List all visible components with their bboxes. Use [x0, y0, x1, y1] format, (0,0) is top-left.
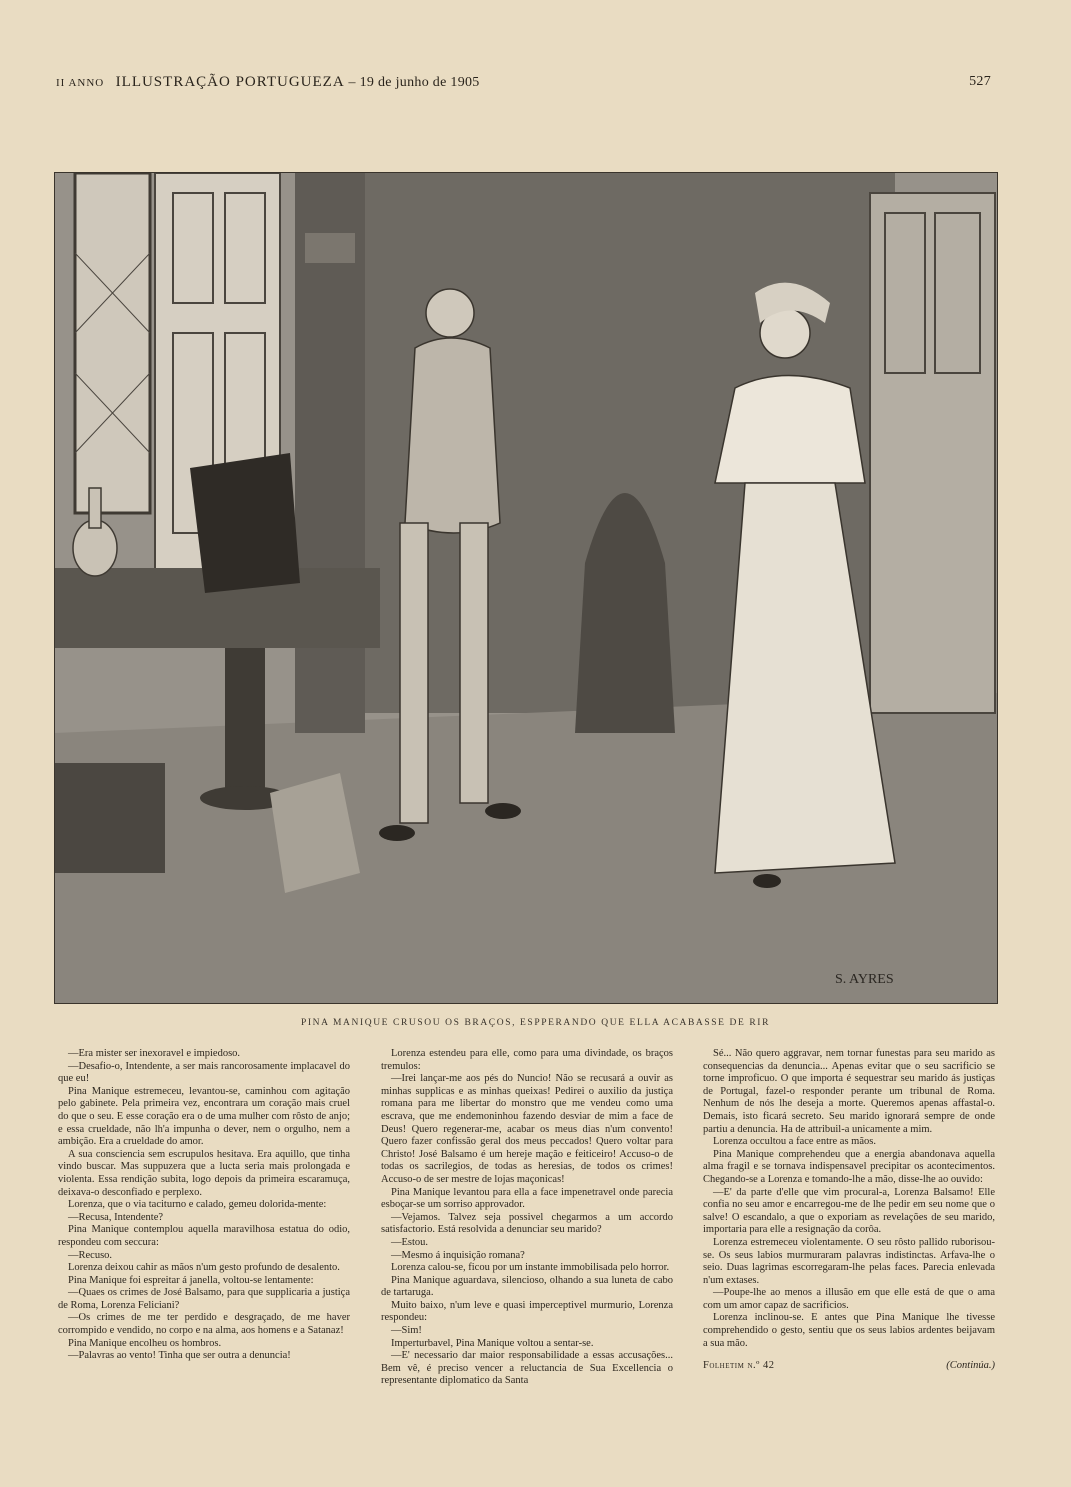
paragraph: Pina Manique levantou para ella a face impenetravel onde parecia esboçar-se um sorriso approvador.: [381, 1186, 673, 1211]
tall-cabinet: [870, 193, 995, 713]
feuilleton-footer: [703, 1360, 995, 1373]
paragraph: Lorenza estendeu para elle, como para uma divindade, os braços tremulos:: [381, 1048, 673, 1072]
engraving-drawing: [55, 173, 997, 1003]
paragraph: —Vejamos. Talvez seja possivel chegarmos a um accordo satisfactorio. Está resolvida a denunciar seu marido?: [381, 1211, 673, 1236]
paragraph: Lorenza inclinou-se. E antes que Pina Manique lhe tivesse comprehendido o gesto, sentiu que os seus labios ardentes beijavam a sua mão.: [703, 1312, 995, 1349]
engraving-illustration: [54, 172, 998, 1004]
issue-date: – 19 de junho de 1905: [348, 75, 480, 90]
paragraph: Pina Manique encolheu os hombros.: [68, 1337, 222, 1349]
paragraph: —Desafio-o, Intendente, a ser mais rancorosamente implacavel do que eu!: [58, 1060, 350, 1085]
illustration-caption: PINA MANIQUE CRUSOU OS BRAÇOS, ESPPERANDO QUE ELLA ACABASSE DE RIR: [300, 1018, 771, 1028]
paragraph: —Recusa, Intendente?: [68, 1211, 164, 1223]
text-column-1: [58, 1048, 350, 1363]
paragraph: A sua consciencia sem escrupulos hesitava. Era aquillo, que tinha vindo buscar. Mas suppuzera que a lucta seria mais prolongada e violenta. Essa rendição subita, logo depois da primeira escaramuça, deixava-o desconfiado e perplexo.: [58, 1148, 350, 1198]
paragraph: Lorenza occultou a face entre as mãos.: [713, 1136, 876, 1148]
paragraph: Lorenza, que o via taciturno e calado, gemeu dolorida-mente:: [68, 1199, 327, 1211]
paragraph: —E' necessario dar maior responsabilidade a essas accusações... Bem vê, é preciso vencer a reluctancia de Sua Excellencia o representante diplomatico da Santa: [381, 1350, 673, 1387]
window: [75, 173, 150, 513]
paragraph: Lorenza calou-se, ficou por um instante immobilisada pelo horror.: [391, 1262, 670, 1274]
paragraph: —Palavras ao vento! Tinha que ser outra a denuncia!: [68, 1350, 291, 1362]
paragraph: —Mesmo á inquisição romana?: [391, 1249, 525, 1261]
paragraph: —Sim!: [391, 1325, 422, 1337]
volume-label: II ANNO: [56, 77, 105, 89]
publication-title: ILLUSTRAÇÃO PORTUGUEZA: [115, 74, 345, 90]
paragraph: Sé... Não quero aggravar, nem tornar funestas para seu marido as consequencias da denuncia... Apenas evitar que o seu sacrificio se torne improficuo. O que importa é sequestrar seu marido ás justiças de Portugal, fazel-o responder perante um tribunal de Roma. Nenhum de nós lhe deseja a morte. Queremos apenas affastal-o. Demais, isto ficará secreto. Seu marido ignorará sempre de onde partiu a denuncia. Ha de attribuil-a unicamente a mim.: [703, 1048, 995, 1135]
masthead: [56, 74, 480, 91]
paragraph: —Poupe-lhe ao menos a illusão em que elle está de que o ama com um amor capaz de sacrificios.: [703, 1287, 995, 1311]
paragraph: Pina Manique estremeceu, levantou-se, caminhou com agitação pelo gabinete. Pela primeira vez, encontrara um coração mais cruel do que o seu. E esse coração era o de uma mulher com rôsto de anjo; e essa crueldade, não lh'a impunha o dever, nem o orgulho, nem a ambição. Era a crueldade do amor.: [58, 1085, 350, 1148]
paragraph: —Recuso.: [68, 1249, 113, 1261]
paragraph: —Os crimes de me ter perdido e desgraçado, de me haver corrompido e vendido, no corpo e na alma, aos homens e a Satanaz!: [58, 1312, 350, 1337]
paragraph: Lorenza estremeceu violentamente. O seu rôsto pallido ruborisou-se. Os seus labios murmuraram palavras indistinctas. Arfava-lhe o seio. Duas lagrimas escorregaram-lhe pelas faces. Parecia enlevada n'um extases.: [703, 1236, 995, 1286]
paragraph: —Estou.: [391, 1236, 429, 1248]
paragraph: Pina Manique comprehendeu que a energia abandonava aquella alma fragil e se tornava indispensavel precipitar os acontecimentos. Chegando-se a Lorenza e tomando-lhe a mão, disse-lhe ao ouvido:: [703, 1148, 995, 1185]
text-column-3: [703, 1048, 995, 1373]
paragraph: Pina Manique aguardava, silencioso, olhando a sua luneta de cabo de tartaruga.: [381, 1274, 673, 1299]
paragraph: —Irei lançar-me aos pés do Nuncio! Não se recusará a ouvir as minhas supplicas e as minhas queixas! Pedirei o auxilio da justiça romana para me libertar do monstro que me vendeu como uma escrava, que me endemoninhou fazendo desviar de mim a face de Deus! Quero regenerar-me, acabar os meus dias n'um convento! Quero fazer confissão geral dos meus peccados! Quero voltar para Christo! José Balsamo é um hereje mação e feiticeiro! Accuso-o de todas os sacrilegios, de todas as heresias, de todos os crimes! Accuso-o de ser mestre de lojas maçonicas!: [381, 1073, 673, 1185]
paragraph: —E' da parte d'elle que vim procural-a, Lorenza Balsamo! Elle confia no seu amor e encarregou-me de lhe pedir em seu nome que o salve! O escandalo, a que o exporiam as revelações de seu marido, importaria para elle a resignação da corôa.: [703, 1186, 995, 1236]
paragraph: Pina Manique contemplou aquella maravilhosa estatua do odio, respondeu com seccura:: [58, 1224, 350, 1248]
paragraph: —Quaes os crimes de José Balsamo, para que supplicaria a justiça de Roma, Lorenza Feliciani?: [58, 1287, 350, 1311]
paragraph: Muito baixo, n'um leve e quasi imperceptivel murmurio, Lorenza respondeu:: [381, 1299, 673, 1324]
chest: [55, 763, 165, 873]
artist-signature: S. AYRES: [835, 972, 894, 987]
paragraph: Lorenza deixou cahir as mãos n'um gesto profundo de desalento.: [68, 1262, 340, 1274]
large-book: [190, 453, 300, 593]
paragraph: —Era mister ser inexoravel e impiedoso.: [68, 1048, 241, 1059]
page-header: [56, 74, 991, 96]
paragraph: Imperturbavel, Pina Manique voltou a sentar-se.: [391, 1337, 594, 1349]
paragraph: Pina Manique foi espreitar á janella, voltou-se lentamente:: [68, 1274, 314, 1286]
feuilleton-number: Folhetim n.º 42: [703, 1360, 775, 1372]
page-number: 527: [969, 74, 991, 89]
text-column-2: [381, 1048, 673, 1388]
continued-note: (Continúa.): [946, 1360, 995, 1372]
